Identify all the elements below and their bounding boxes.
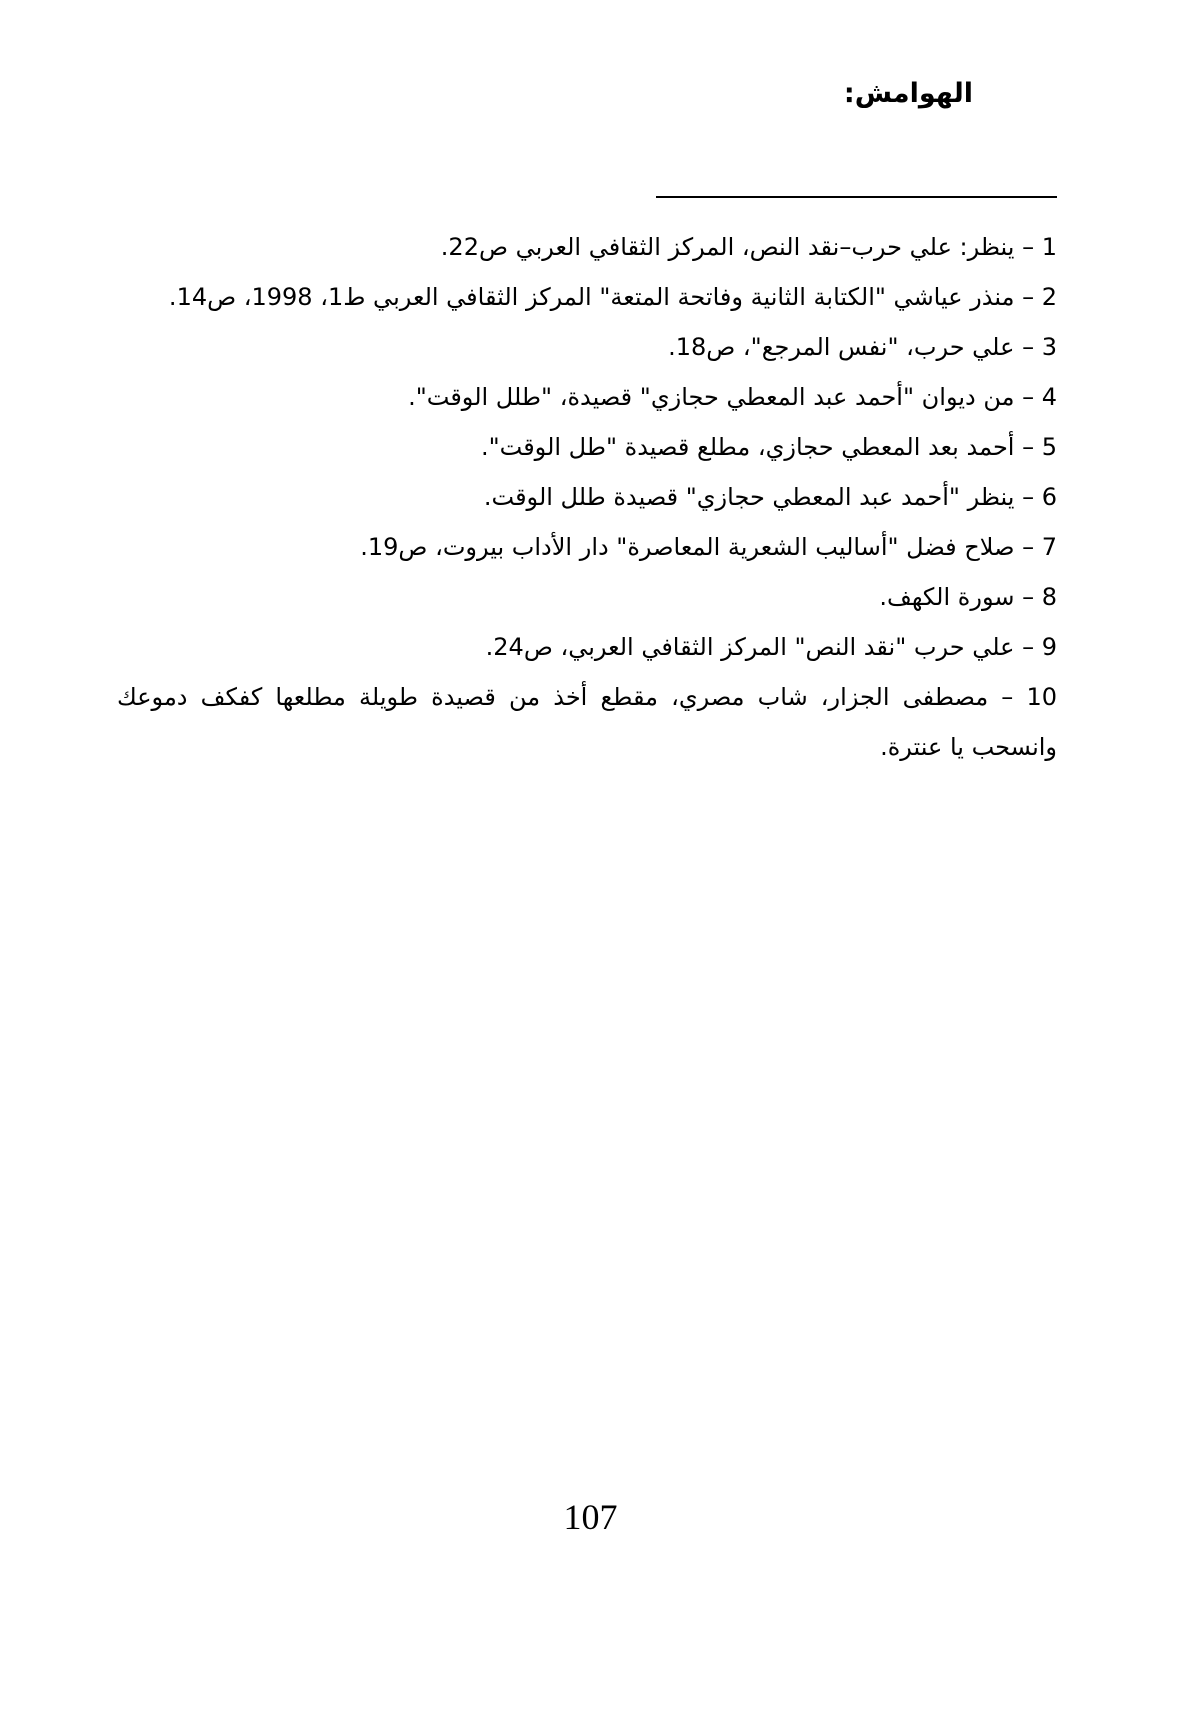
- footnote-8: 8 – سورة الكهف.: [879, 583, 1057, 611]
- footnote-7: 7 – صلاح فضل "أساليب الشعرية المعاصرة" دار الأداب بيروت، ص19.: [360, 533, 1057, 561]
- footnote-4: 4 – من ديوان "أحمد عبد المعطي حجازي" قصيدة، "طلل الوقت".: [408, 383, 1057, 411]
- footnote-5: 5 – أحمد بعد المعطي حجازي، مطلع قصيدة "طل الوقت".: [480, 433, 1057, 461]
- footnote-1: 1 – ينظر: علي حرب–نقد النص، المركز الثقافي العربي ص22.: [440, 233, 1057, 261]
- footnote-3: 3 – علي حرب، "نفس المرجع"، ص18.: [668, 333, 1057, 361]
- footnote-2: 2 – منذر عياشي "الكتابة الثانية وفاتحة المتعة" المركز الثقافي العربي ط1، 1998، ص14.: [168, 283, 1057, 311]
- footnotes-heading: الهوامش:: [843, 78, 973, 109]
- footnotes-list: [117, 222, 1057, 772]
- footnote-separator-line: [656, 196, 1057, 198]
- footnote-9: 9 – علي حرب "نقد النص" المركز الثقافي العربي، ص24.: [485, 633, 1057, 661]
- footnote-6: 6 – ينظر "أحمد عبد المعطي حجازي" قصيدة طلل الوقت.: [483, 483, 1057, 511]
- footnote-10: 10 – مصطفى الجزار، شاب مصري، مقطع أخذ من قصيدة طويلة مطلعها كفكف دموعك وانسحب يا عنترة.: [117, 683, 1057, 761]
- page-number: 107: [563, 1497, 618, 1537]
